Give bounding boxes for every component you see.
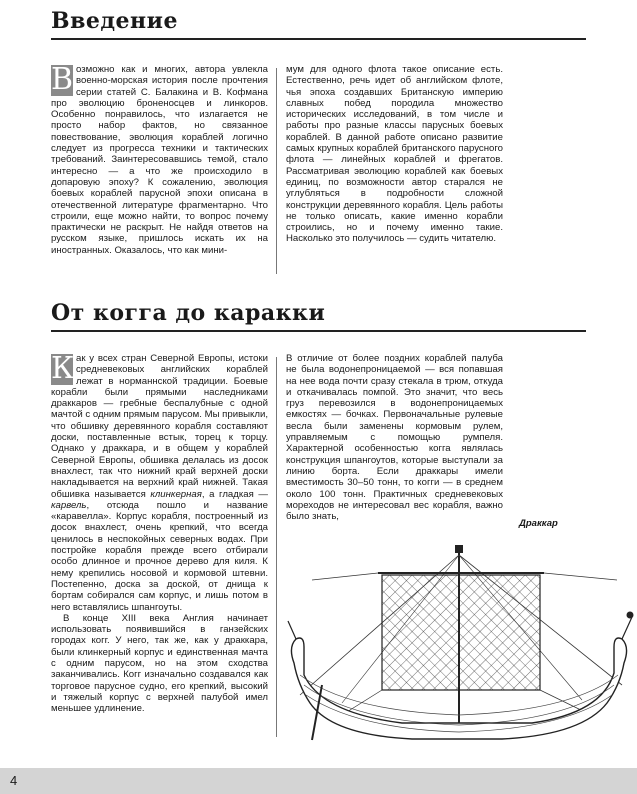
history-paragraph-2: В конце XIII века Англия начинает использовать появившийся в ганзейских городах когг. У него, так же, как у драккара, были клинкерный корпус и единственная мачта с одним парусом, но на этом сходства заканчивались. Когг изначально создавался как торговое парусное судно, его крепкий, высокий и тяжелый корпус с верхней палубой имел меньшее удлинение. bbox=[51, 612, 268, 715]
history-text-c: , отсюда пошло и название «каравелла». Корпус корабля, построенный из досок внахлест, очень крепкий, что всегда ценилось в неспокойных северных водах. При постройке корабля прежде всего отбирали особо длинное и прочное дерево для киля. К нему крепились носовой и кормовой штевни. Постепенно, доска за доской, от днища к бортам собирался сам корпус, и лишь потом в него вставлялись шпангоуты. bbox=[51, 499, 268, 613]
column-divider bbox=[276, 68, 277, 274]
history-text-right: В отличие от более поздних кораблей палуба не была водонепроницаемой — вся попавшая на нее вода почти сразу стекала в трюм, откуда и откачивалась помпой. Это значит, что весь груз перевозился в водонепроницаемых емкостях — бочках. Первоначальные рулевые весла были заменены кормовым рулем, управляемым с помощью румпеля. Характерной особенностью когга являлась конструкция шпангоутов, которые выступали за линию борта. Если драккары имели вместимость 30–50 тонн, то когги — в среднем около 100 тонн. Практичных средневековых мореходов не интересовал вес корабля, важно было знать, bbox=[286, 353, 503, 523]
history-text-a: ак у всех стран Северной Европы, истоки средневековых английских кораблей лежат в норманнской традиции. Боевые корабли были прямыми наследниками драккаров — гребные беспалубные с одной мачтой с одним прямым парусом. Мы привыкли, что обшивку деревянного корабля составляют доски, поставленные встык, торец к торцу. Однако у драккара, и в общем у кораблей Северной Европы, обшивка делалась из досок внахлест, так что нижний край верхней доски накладывается на верхний край нижней. Такая обшивка называется bbox=[51, 353, 268, 500]
section-heading-introduction: Введение bbox=[51, 10, 586, 40]
drakkar-illustration bbox=[282, 535, 637, 745]
intro-column-right bbox=[286, 64, 503, 276]
dropcap-letter: В bbox=[51, 64, 74, 97]
term-clinker: клинкерная bbox=[150, 488, 202, 500]
figure-caption: Драккар bbox=[519, 518, 558, 529]
history-text-b: , а гладкая — bbox=[201, 488, 268, 500]
term-carvel: карвель bbox=[51, 499, 87, 511]
intro-text-left: озможно как и многих, автора увлекла военно-морская история после прочтения серии статей С. Балакина и В. Кофмана про эволюцию броненосцев и линкоров. Особенно понравилось, что излагается не просто набор фактов, но связанное повествование, эволюция кораблей логично следует из прогресса техники и тактических требований. Заинтересовавшись темой, стало интересно — а что же происходило в допаровую эпоху? К сожалению, эволюция боевых кораблей парусной эпохи описана в отечественной литературе фрагментарно. Что строили, еще можно найти, то вопрос почему практически не раскрыт. Не найдя ответов на русском языке, пришлось искать их на иностранных. Оказалось, что как мини- bbox=[51, 64, 268, 256]
history-column-left bbox=[51, 353, 268, 774]
page-footer-bar bbox=[0, 768, 637, 794]
column-divider bbox=[276, 357, 277, 737]
history-column-right bbox=[286, 353, 503, 523]
intro-text-right: мум для одного флота такое описание есть. Естественно, речь идет об английском флоте, чья эпоха создавших Британскую империю славных побед породила множество исторических исследований, в том числе и работы про разные классы парусных боевых кораблей. В данной работе описано развитие самых крупных кораблей британского парусного флота — линейных кораблей и фрегатов. Рассматривая эволюцию кораблей как боевых единиц, по возможности автор старался не углубляться в подробности сложной конструкции деревянного корабля. Цель работы не только описать, какие именно корабли строились, но и почему именно такие. Насколько это получилось — судить читателю. bbox=[286, 64, 503, 245]
page-number: 4 bbox=[10, 773, 18, 788]
section-heading-cog-to-carrack: От когга до каракки bbox=[51, 302, 586, 332]
dropcap-letter: К bbox=[51, 353, 75, 386]
intro-column-left bbox=[51, 64, 268, 276]
